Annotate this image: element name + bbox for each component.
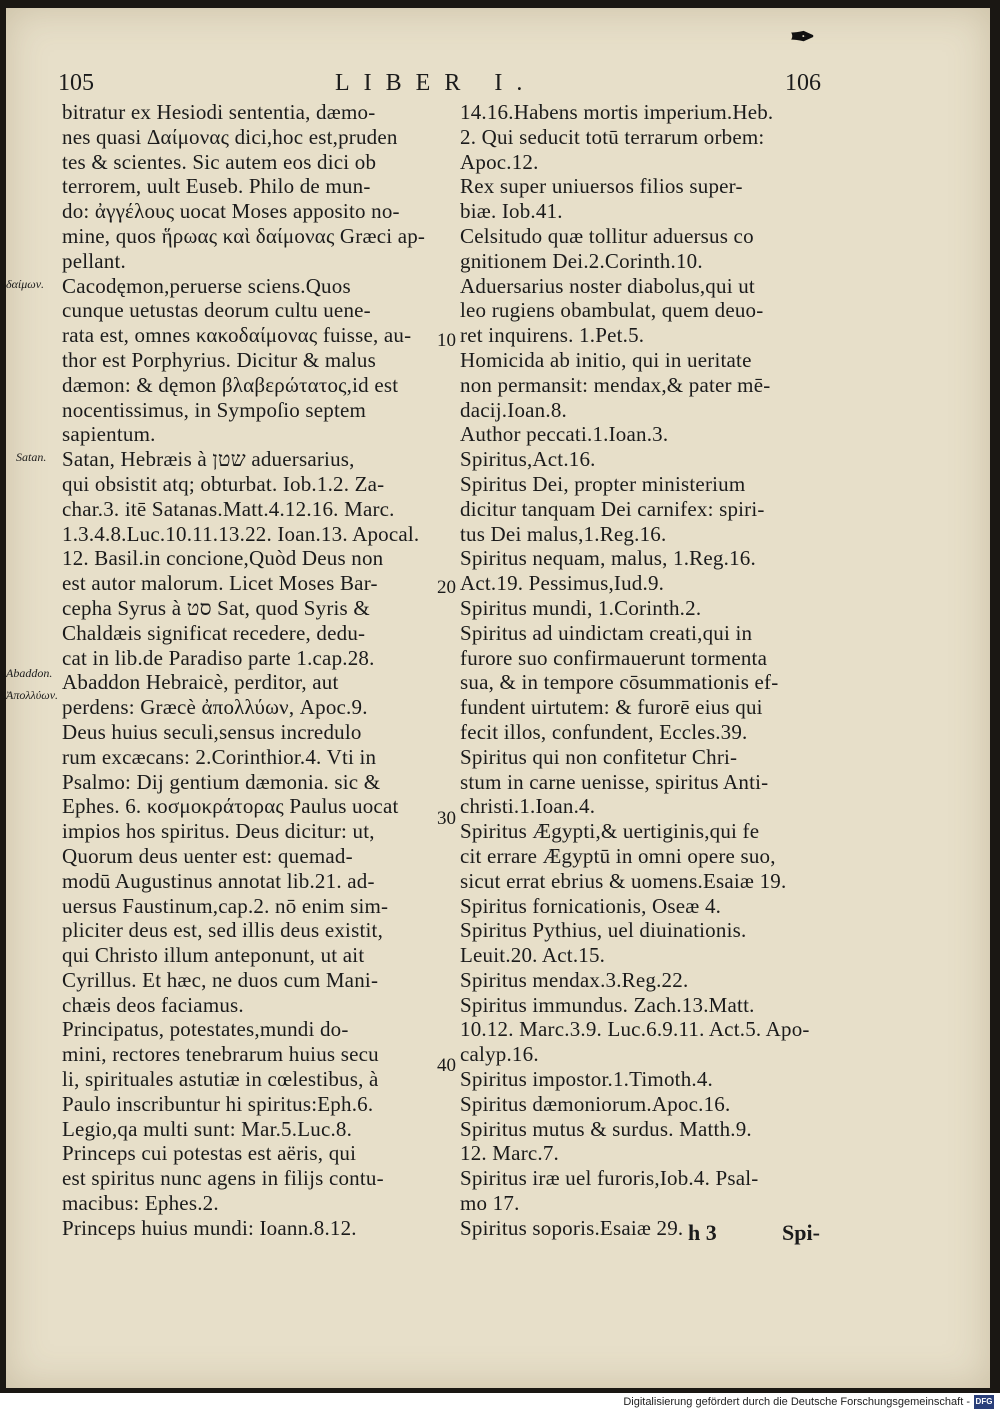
right-column-line: fundent uirtutem: & furorē eius qui	[460, 695, 763, 720]
right-column-line: Spiritus iræ uel furoris,Iob.4. Psal-	[460, 1166, 759, 1191]
right-page-number: 106	[785, 70, 821, 96]
line-number-30: 30	[437, 808, 456, 829]
margin-note-satan: Satan.	[16, 450, 47, 464]
left-column-line: Principatus, potestates,mundi do-	[62, 1017, 349, 1042]
left-column-line: impios hos spiritus. Deus dicitur: ut,	[62, 819, 375, 844]
line-number-40: 40	[437, 1055, 456, 1076]
right-column-line: tus Dei malus,1.Reg.16.	[460, 521, 667, 546]
left-column-line: Psalmo: Dij gentium dæmonia. sic &	[62, 769, 381, 794]
right-column-line: non permansit: mendax,& pater mē-	[460, 372, 771, 397]
right-column-line: stum in carne uenisse, spiritus Anti-	[460, 769, 769, 794]
running-title: LIBER I.	[335, 70, 537, 96]
right-column-line: sua, & in tempore cōsummationis ef-	[460, 670, 779, 695]
footer-text: Digitalisierung gefördert durch die Deutsche Forschungsgemeinschaft -	[623, 1396, 970, 1408]
left-column-line: Cyrillus. Et hæc, ne duos cum Mani-	[62, 967, 379, 992]
ink-mark: ✒	[790, 21, 816, 54]
right-column-line: Spiritus impostor.1.Timoth.4.	[460, 1067, 714, 1092]
right-column-line: sicut errat ebrius & uomens.Esaiæ 19.	[460, 868, 787, 893]
left-page-number: 105	[58, 70, 94, 96]
right-column-line: Spiritus ad uindictam creati,qui in	[460, 620, 753, 645]
left-column-line: 12. Basil.in concione,Quòd Deus non	[62, 546, 384, 571]
left-column-line: macibus: Ephes.2.	[62, 1191, 219, 1216]
left-column-line: pellant.	[62, 248, 126, 273]
left-column-line: thor est Porphyrius. Dicitur & malus	[62, 347, 377, 372]
margin-note-abaddon: Abaddon.	[6, 666, 53, 680]
left-column-line: pliciter deus est, sed illis deus existit,	[62, 918, 384, 943]
left-column-line: terrorem, uult Euseb. Philo de mun-	[62, 174, 371, 199]
right-column-line: Apoc.12.	[460, 149, 539, 174]
right-column-line: Aduersarius noster diabolus,qui ut	[460, 273, 755, 298]
left-column-line: do: ἀγγέλους uocat Moses apposito no-	[62, 199, 400, 224]
left-column-line: est autor malorum. Licet Moses Bar-	[62, 571, 378, 596]
right-column-line: Spiritus immundus. Zach.13.Matt.	[460, 992, 755, 1017]
right-column-line: fecit illos, confundent, Eccles.39.	[460, 719, 748, 744]
right-column-line: 10.12. Marc.3.9. Luc.6.9.11. Act.5. Apo-	[460, 1017, 810, 1042]
right-column-line: Spiritus mendax.3.Reg.22.	[460, 967, 689, 992]
left-column-line: sapientum.	[62, 422, 156, 447]
left-column-line: char.3. itē Satanas.Matt.4.12.16. Marc.	[62, 496, 395, 521]
right-column-line: Spiritus Ægypti,& uertiginis,qui fe	[460, 819, 760, 844]
left-column-line: dæmon: & dęmon βλαβερώτατος,id est	[62, 372, 399, 397]
left-column-line: Princeps huius mundi: Ioann.8.12.	[62, 1215, 357, 1240]
line-number-20: 20	[437, 577, 456, 598]
line-number-10: 10	[437, 330, 456, 351]
right-column-line: mo 17.	[460, 1191, 520, 1216]
footer-bar	[0, 1393, 1000, 1413]
right-column-line: Leuit.20. Act.15.	[460, 943, 606, 968]
left-column-line: Deus huius seculi,sensus incredulo	[62, 719, 362, 744]
left-column-line: nes quasi Δαίμονας dici,hoc est,pruden	[62, 124, 398, 149]
left-column-line: cepha Syrus à סט Sat, quod Syris &	[62, 595, 370, 620]
left-column-line: tes & scientes. Sic autem eos dici ob	[62, 149, 377, 174]
right-column-line: dacij.Ioan.8.	[460, 397, 567, 422]
right-column-line: biæ. Iob.41.	[460, 199, 563, 224]
right-column-line: calyp.16.	[460, 1042, 539, 1067]
left-column-line: rum excæcans: 2.Corinthior.4. Vti in	[62, 744, 377, 769]
left-column-line: Ephes. 6. κοσμοκράτορας Paulus uocat	[62, 794, 399, 819]
right-column-line: 2. Qui seducit totū terrarum orbem:	[460, 124, 765, 149]
left-text-column	[62, 100, 425, 1241]
right-column-line: ret inquirens. 1.Pet.5.	[460, 323, 645, 348]
right-column-line: Spiritus qui non confitetur Chri-	[460, 744, 738, 769]
left-column-line: Princeps cui potestas est aëris, qui	[62, 1141, 357, 1166]
left-column-line: Chaldæis significat recedere, dedu-	[62, 620, 366, 645]
right-column-line: furore suo confirmauerunt tormenta	[460, 645, 768, 670]
left-column-line: qui Christo illum anteponunt, ut ait	[62, 943, 365, 968]
left-column-line: perdens: Græcè ἀπολλύων, Apoc.9.	[62, 695, 368, 720]
right-column-line: leo rugiens obambulat, quem deuo-	[460, 298, 764, 323]
left-column-line: Quorum deus uenter est: quemad-	[62, 843, 353, 868]
right-column-line: Spiritus soporis.Esaiæ 29.	[460, 1215, 684, 1240]
left-column-line: chæis deos faciamus.	[62, 992, 244, 1017]
right-column-line: 14.16.Habens mortis imperium.Heb.	[460, 100, 774, 124]
left-column-line: nocentissimus, in Sympoſio septem	[62, 397, 367, 422]
left-column-line: Cacodęmon,peruerse sciens.Quos	[62, 273, 351, 298]
right-column-line: 12. Marc.7.	[460, 1141, 560, 1166]
right-column-line: Spiritus mutus & surdus. Matth.9.	[460, 1116, 752, 1141]
left-column-line: mine, quos ἥρωας καὶ δαίμονας Græci ap-	[62, 223, 426, 248]
right-text-column	[460, 100, 810, 1241]
right-column-line: Author peccati.1.Ioan.3.	[460, 422, 669, 447]
right-column-line: Spiritus nequam, malus, 1.Reg.16.	[460, 546, 756, 571]
signature-mark: h 3	[688, 1220, 717, 1245]
left-column-line: Abaddon Hebraicè, perditor, aut	[62, 670, 339, 695]
left-column-line: bitratur ex Hesiodi sententia, dæmo-	[62, 100, 376, 124]
margin-note-apollyon: Ἀπολλύων.	[6, 688, 59, 702]
right-column-line: Spiritus,Act.16.	[460, 447, 596, 472]
left-column-line: cunque uetustas deorum cultu uene-	[62, 298, 371, 323]
right-column-line: dicitur tanquam Dei carnifex: spiri-	[460, 496, 765, 521]
right-column-line: Spiritus Dei, propter ministerium	[460, 471, 746, 496]
catchword: Spi-	[782, 1220, 820, 1245]
right-column-line: cit errare Ægyptū in omni opere suo,	[460, 843, 776, 868]
left-column-line: est spiritus nunc agens in filijs contu-	[62, 1166, 384, 1191]
left-column-line: Paulo inscribuntur hi spiritus:Eph.6.	[62, 1091, 374, 1116]
dfg-logo: DFG	[974, 1395, 994, 1409]
right-column-line: Rex super uniuersos filios super-	[460, 174, 743, 199]
right-column-line: Spiritus fornicationis, Oseæ 4.	[460, 893, 722, 918]
left-column-line: modū Augustinus annotat lib.21. ad-	[62, 868, 375, 893]
left-column-line: cat in lib.de Paradiso parte 1.cap.28.	[62, 645, 375, 670]
left-column-line: Legio,qa multi sunt: Mar.5.Luc.8.	[62, 1116, 353, 1141]
right-column-line: Homicida ab initio, qui in ueritate	[460, 347, 752, 372]
left-column-line: Satan, Hebræis à שטן aduersarius,	[62, 447, 355, 472]
left-column-line: rata est, omnes κακοδαίμονας fuisse, au-	[62, 323, 412, 348]
right-column-line: Spiritus Pythius, uel diuinationis.	[460, 918, 747, 943]
left-column-line: li, spirituales astutiæ in cœlestibus, à	[62, 1067, 379, 1092]
margin-note-daemon: δαίμων.	[6, 277, 45, 291]
left-column-line: 1.3.4.8.Luc.10.11.13.22. Ioan.13. Apocal.	[62, 521, 420, 546]
right-column-line: Act.19. Pessimus,Iud.9.	[460, 571, 665, 596]
left-column-line: qui obsistit atq; obturbat. Iob.1.2. Za-	[62, 471, 385, 496]
right-column-line: Spiritus mundi, 1.Corinth.2.	[460, 595, 702, 620]
right-column-line: Celsitudo quæ tollitur aduersus co	[460, 223, 754, 248]
left-column-line: mini, rectores tenebrarum huius secu	[62, 1042, 379, 1067]
right-column-line: christi.1.Ioan.4.	[460, 794, 596, 819]
left-column-line: uersus Faustinum,cap.2. nō enim sim-	[62, 893, 389, 918]
right-column-line: Spiritus dæmoniorum.Apoc.16.	[460, 1091, 731, 1116]
right-column-line: gnitionem Dei.2.Corinth.10.	[460, 248, 703, 273]
